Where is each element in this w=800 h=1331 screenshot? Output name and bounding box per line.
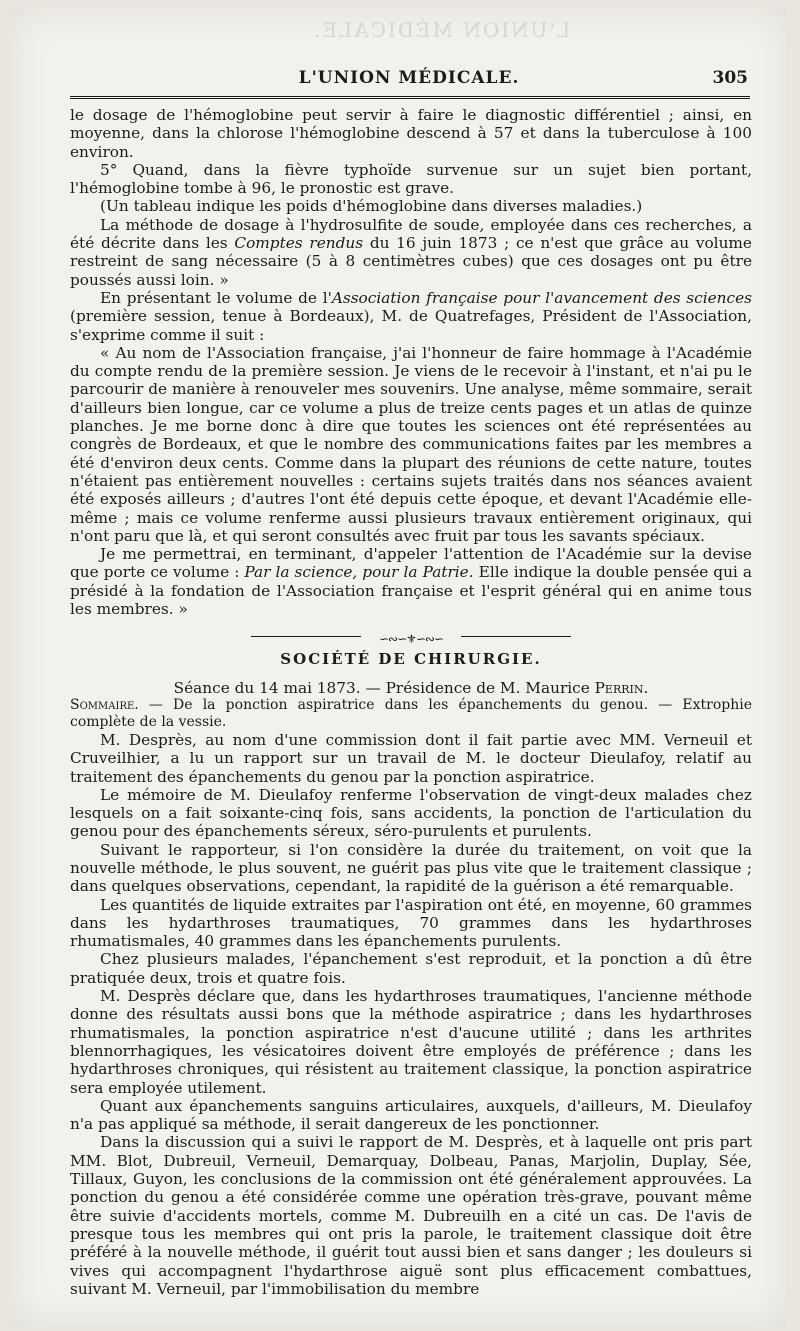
ornament-icon: ∽∾∽⚜∽∾∽ — [361, 630, 461, 648]
paragraph: (Un tableau indique les poids d'hémoglobine dans diverses maladies.) — [100, 197, 643, 216]
paragraph: Dans la discussion qui a suivi le rapport de M. Desprès, et à laquelle ont pris part MM. Blot, Dubreuil, Verneuil, Demarquay, Dolbeau, Panas, Marjolin, Duplay, Sée, Tillaux, Guyon, les conclusions de la commission ont été généralement approuvées. La ponction du genou a été considérée comme une opération très-grave, pouvant même être suivie d'accidents mortels, comme M. Dubreuilh en a cité un cas. De l'avis de presque tous les membres qui ont pris la parole, le traitement classique doit être préféré à la nouvelle méthode, il guérit tout aussi bien et sans danger ; les douleurs si vives qui accompagnent l'hydarthrose aiguë sont plus efficacement combattues, suivant M. Verneuil, par l'immobilisation du membre — [70, 1133, 752, 1298]
paragraph: M. Desprès, au nom d'une commission dont il fait partie avec MM. Verneuil et Cruveilhier, a lu un rapport sur un travail de M. le docteur Dieulafoy, relatif au traitement des épanchements du genou par la ponction aspiratrice. — [70, 730, 752, 786]
running-head — [70, 68, 748, 92]
journal-title: L'UNION MÉDICALE. — [298, 68, 520, 88]
paragraph-methode: La méthode de dosage à l'hydrosulfite de soude, employée dans ces recherches, a été décrite dans les Comptes rendus du 16 juin 1873 ; ce n'est que grâce au volume restreint de sang nécessaire (5 à 8 centimètres cubes) que ces dosages ont pu être poussés aussi loin. » — [70, 215, 752, 289]
section-title: SOCIÉTÉ DE CHIRURGIE. — [280, 650, 542, 669]
paragraph-quatrefages: En présentant le volume de l'Association française pour l'avancement des sciences (première session, tenue à Bordeaux), M. de Quatrefages, Président de l'Association, s'exprime comme il suit : — [70, 288, 752, 344]
paragraph: le dosage de l'hémoglobine peut servir à faire le diagnostic différentiel ; ainsi, en moyenne, dans la chlorose l'hémoglobine descend à 57 et dans la tuberculose à 100 environ. — [70, 106, 752, 161]
paragraph: Quant aux épanchements sanguins articulaires, auxquels, d'ailleurs, M. Dieulafoy n'a pas appliqué sa méthode, il serait dangereux de les ponctionner. — [70, 1096, 752, 1134]
page-number: 305 — [712, 68, 748, 88]
paragraph: Les quantités de liquide extraites par l'aspiration ont été, en moyenne, 60 grammes dans les hydarthroses traumatiques, 70 grammes dans les hydarthroses rhumatismales, 40 grammes dans les épanchements purulents. — [70, 895, 752, 951]
quote-paragraph: « Au nom de l'Association française, j'ai l'honneur de faire hommage à l'Académie du compte rendu de la première session. Je viens de le recevoir à l'instant, et n'ai pu le parcourir de manière à renouveler mes souvenirs. Une analyse, même sommaire, serait d'ailleurs bien longue, car ce volume a plus de treize cents pages et un atlas de quinze planches. Je me borne donc à dire que toutes les sciences ont été représentées au congrès de Bordeaux, et que le nombre des communications faites par les membres a été d'environ deux cents. Comme dans la plupart des réunions de cette nature, toutes n'étaient pas entièrement nouvelles : certains sujets traités dans nos séances avaient été exposés ailleurs ; d'autres l'ont été depuis cette époque, et devant l'Académie elle-même ; mais ce volume renferme aussi plusieurs travaux entièrement originaux, qui n'ont paru que là, et qui seront consultés avec fruit par tous les savants spéciaux. — [70, 343, 752, 545]
paragraph: Suivant le rapporteur, si l'on considère la durée du traitement, on voit que la nouvelle méthode, le plus souvent, ne guérit pas plus vite que le traitement classique ; dans quelques observations, cependant, la rapidité de la guérison a été remarquable. — [70, 840, 752, 896]
journal-page — [12, 8, 786, 1326]
paragraph: 5° Quand, dans la fièvre typhoïde survenue sur un sujet bien portant, l'hémoglobine tombe à 96, le pronostic est grave. — [70, 160, 752, 198]
paragraph: M. Desprès déclare que, dans les hydarthroses traumatiques, l'ancienne méthode donne des résultats aussi bons que la méthode aspiratrice ; dans les hydarthroses rhumatismales, la ponction aspiratrice n'est d'aucune utilité ; dans les arthrites blennorrhagiques, les vésicatoires doivent être employés de préférence ; dans les hydarthroses chroniques, qui résistent au traitement classique, la ponction aspiratrice sera employée utilement. — [70, 987, 752, 1097]
seance-line: Séance du 14 mai 1873. — Présidence de M. Maurice Perrin. — [173, 678, 649, 697]
article-body — [70, 106, 752, 1298]
header-rule — [70, 96, 750, 101]
section-divider — [251, 632, 571, 647]
paragraph: Chez plusieurs malades, l'épanchement s'est reproduit, et la ponction a dû être pratiquée deux, trois et quatre fois. — [70, 950, 752, 987]
sommaire: Sommaire. — De la ponction aspiratrice dans les épanchements du genou. — Extrophie complète de la vessie. — [70, 696, 752, 730]
paragraph: Le mémoire de M. Dieulafoy renferme l'observation de vingt-deux malades chez lesquels on a fait soixante-cinq fois, sans accidents, la ponction de l'articulation du genou pour des épanchements séreux, séro-purulents et purulents. — [70, 785, 752, 841]
quote-paragraph: Je me permettrai, en terminant, d'appeler l'attention de l'Académie sur la devise que porte ce volume : Par la science, pour la Patrie. Elle indique la double pensée qui a présidé à la fondation de l'Association française et l'esprit général qui en anime tous les membres. » — [70, 545, 753, 619]
bleed-through-title: L'UNION MÉDICALE. — [312, 18, 571, 42]
